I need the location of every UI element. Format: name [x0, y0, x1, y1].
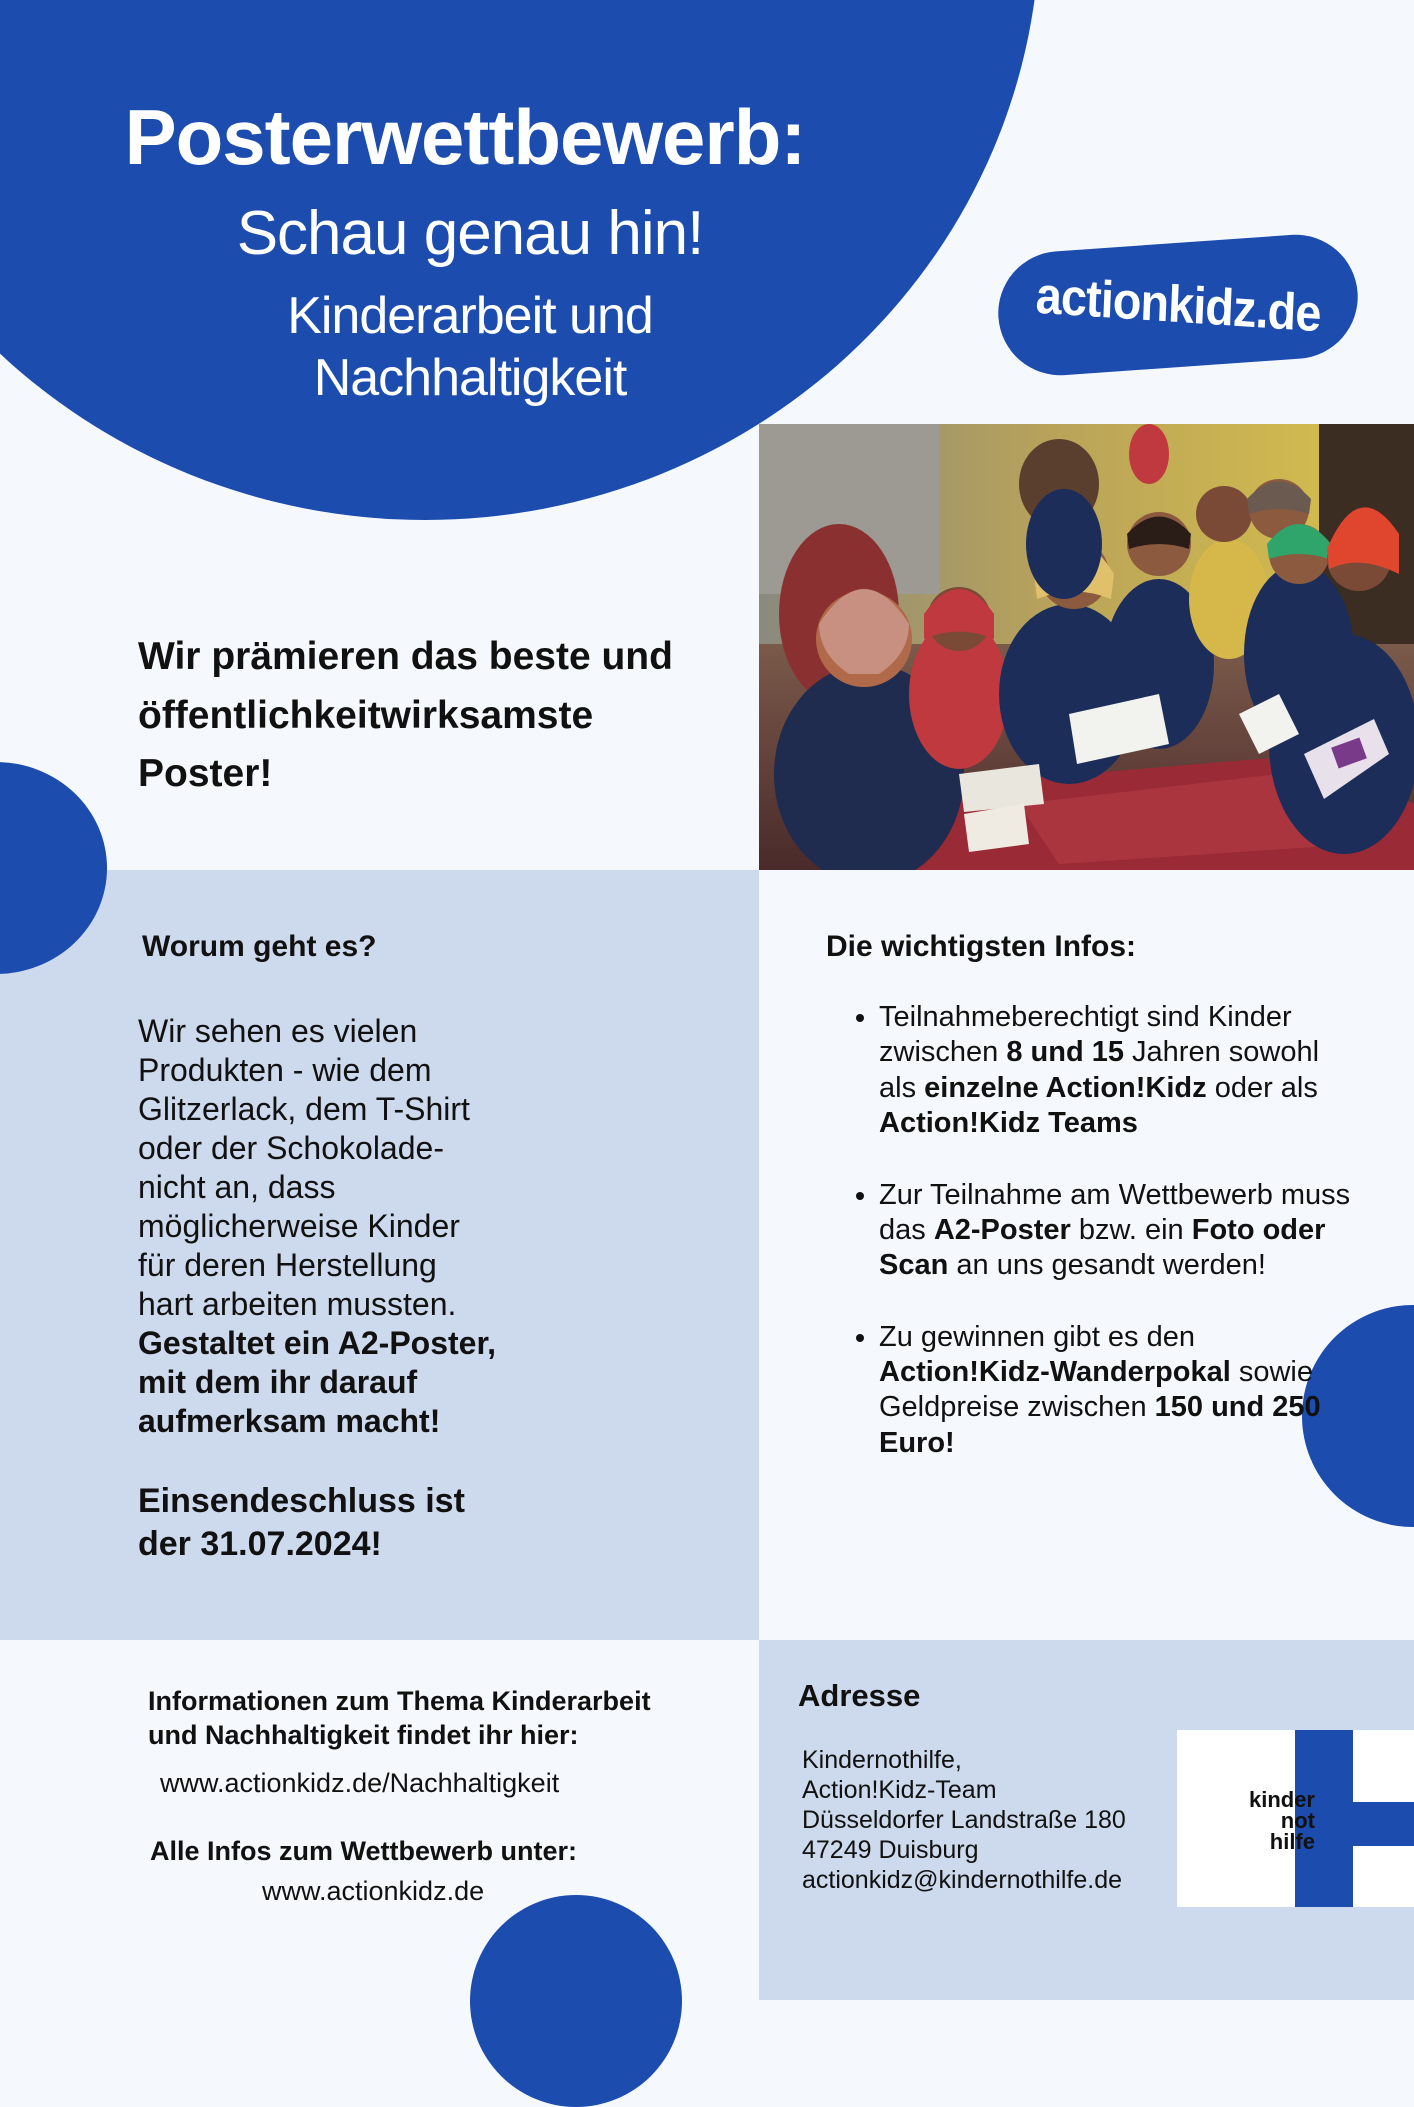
address-email[interactable]: actionkidz@kindernothilfe.de — [802, 1866, 1123, 1894]
info-bold: 8 und 15 — [1006, 1036, 1124, 1069]
address-line: 47249 Duisburg — [802, 1836, 979, 1864]
info-text: Zur Teilnahme am Wettbewerb muss das — [879, 1178, 1351, 1246]
info-text: sowie Geldpreise zwischen — [879, 1356, 1313, 1424]
address-block — [802, 1745, 1126, 1895]
worum-line: Glitzerlack, dem T-Shirt — [138, 1091, 470, 1128]
infos-heading: Die wichtigsten Infos: — [826, 930, 1137, 963]
info-item-prizes — [879, 1320, 1359, 1462]
info-text: an uns gesandt werden! — [948, 1249, 1266, 1282]
worum-cta-line: Gestaltet ein A2-Poster, — [138, 1325, 497, 1362]
worum-body — [138, 1012, 578, 1441]
address-line: Düsseldorfer Landstraße 180 — [802, 1806, 1126, 1834]
infos-list — [843, 1000, 1359, 1497]
address-line: Kindernothilfe, — [802, 1746, 962, 1774]
topic-line-1: Kinderarbeit und — [287, 287, 653, 345]
logo-line: kinder — [1248, 1787, 1315, 1812]
worum-line: oder der Schokolade- — [138, 1130, 444, 1167]
info-text: bzw. ein — [1070, 1213, 1192, 1246]
info-bold: Action!Kidz-Wanderpokal — [879, 1356, 1231, 1388]
poster-title: Posterwettbewerb: — [124, 93, 806, 181]
prize-statement — [138, 628, 758, 804]
info-text: Zu gewinnen gibt es den — [879, 1320, 1195, 1353]
deadline-line-2: der 31.07.2024! — [138, 1524, 382, 1563]
info-topic-line-2: und Nachhaltigkeit findet ihr hier: — [148, 1719, 579, 1750]
info-bold: einzelne Action!Kidz — [924, 1071, 1207, 1104]
worum-cta-line: aufmerksam macht! — [138, 1403, 441, 1440]
wettbewerb-heading: Alle Infos zum Wettbewerb unter: — [150, 1836, 578, 1866]
address-line: Action!Kidz-Team — [802, 1776, 997, 1804]
website-badge[interactable] — [994, 231, 1362, 380]
topic-line-2: Nachhaltigkeit — [313, 349, 627, 408]
poster-subtitle: Schau genau hin! — [236, 199, 704, 268]
info-text: Teilnahmeberechtigt sind Kinder zwischen — [879, 1001, 1292, 1069]
wettbewerb-link[interactable]: www.actionkidz.de — [262, 1876, 485, 1906]
info-topic-line-1: Informationen zum Thema Kinderarbeit — [148, 1686, 651, 1716]
logo-wordmark — [1205, 1787, 1315, 1854]
worum-line: Produkten - wie dem — [138, 1052, 432, 1089]
info-text: oder als — [1206, 1071, 1318, 1104]
worum-cta-line: mit dem ihr darauf — [138, 1364, 418, 1401]
worum-line: möglicherweise Kinder — [138, 1208, 460, 1245]
address-heading: Adresse — [798, 1678, 921, 1713]
info-topic — [148, 1685, 748, 1753]
info-item-submission — [879, 1178, 1359, 1284]
logo-line: not — [1280, 1807, 1315, 1833]
prize-line-3: Poster! — [138, 752, 273, 795]
prize-line-1: Wir prämieren das beste und — [138, 635, 673, 678]
info-bold: Foto oder Scan — [879, 1213, 1326, 1282]
worum-heading: Worum geht es? — [142, 930, 377, 963]
children-photo-illustration — [759, 424, 1414, 870]
deadline — [138, 1480, 578, 1565]
prize-line-2: öffentlichkeitwirksamste — [138, 693, 594, 737]
info-item-eligibility — [879, 1000, 1359, 1142]
info-text: Jahren sowohl als — [879, 1036, 1320, 1104]
website-badge-label: actionkidz.de — [1034, 266, 1322, 344]
info-bold: A2-Poster — [933, 1213, 1071, 1246]
info-bold: Action!Kidz Teams — [879, 1107, 1138, 1140]
worum-line: hart arbeiten mussten. — [138, 1286, 457, 1323]
info-bold: 150 und 250 Euro! — [879, 1391, 1321, 1459]
nachhaltigkeit-link[interactable]: www.actionkidz.de/Nachhaltigkeit — [160, 1768, 560, 1798]
worum-line: für deren Herstellung — [138, 1247, 437, 1284]
children-photo — [759, 424, 1414, 870]
worum-line: nicht an, dass — [138, 1169, 336, 1206]
poster-topic — [0, 285, 940, 410]
worum-line: Wir sehen es vielen — [138, 1013, 418, 1049]
decor-circle-bottom — [470, 1895, 682, 2107]
deadline-line-1: Einsendeschluss ist — [138, 1482, 465, 1520]
kindernothilfe-logo — [1177, 1730, 1414, 1907]
logo-line: hilfe — [1269, 1828, 1315, 1854]
